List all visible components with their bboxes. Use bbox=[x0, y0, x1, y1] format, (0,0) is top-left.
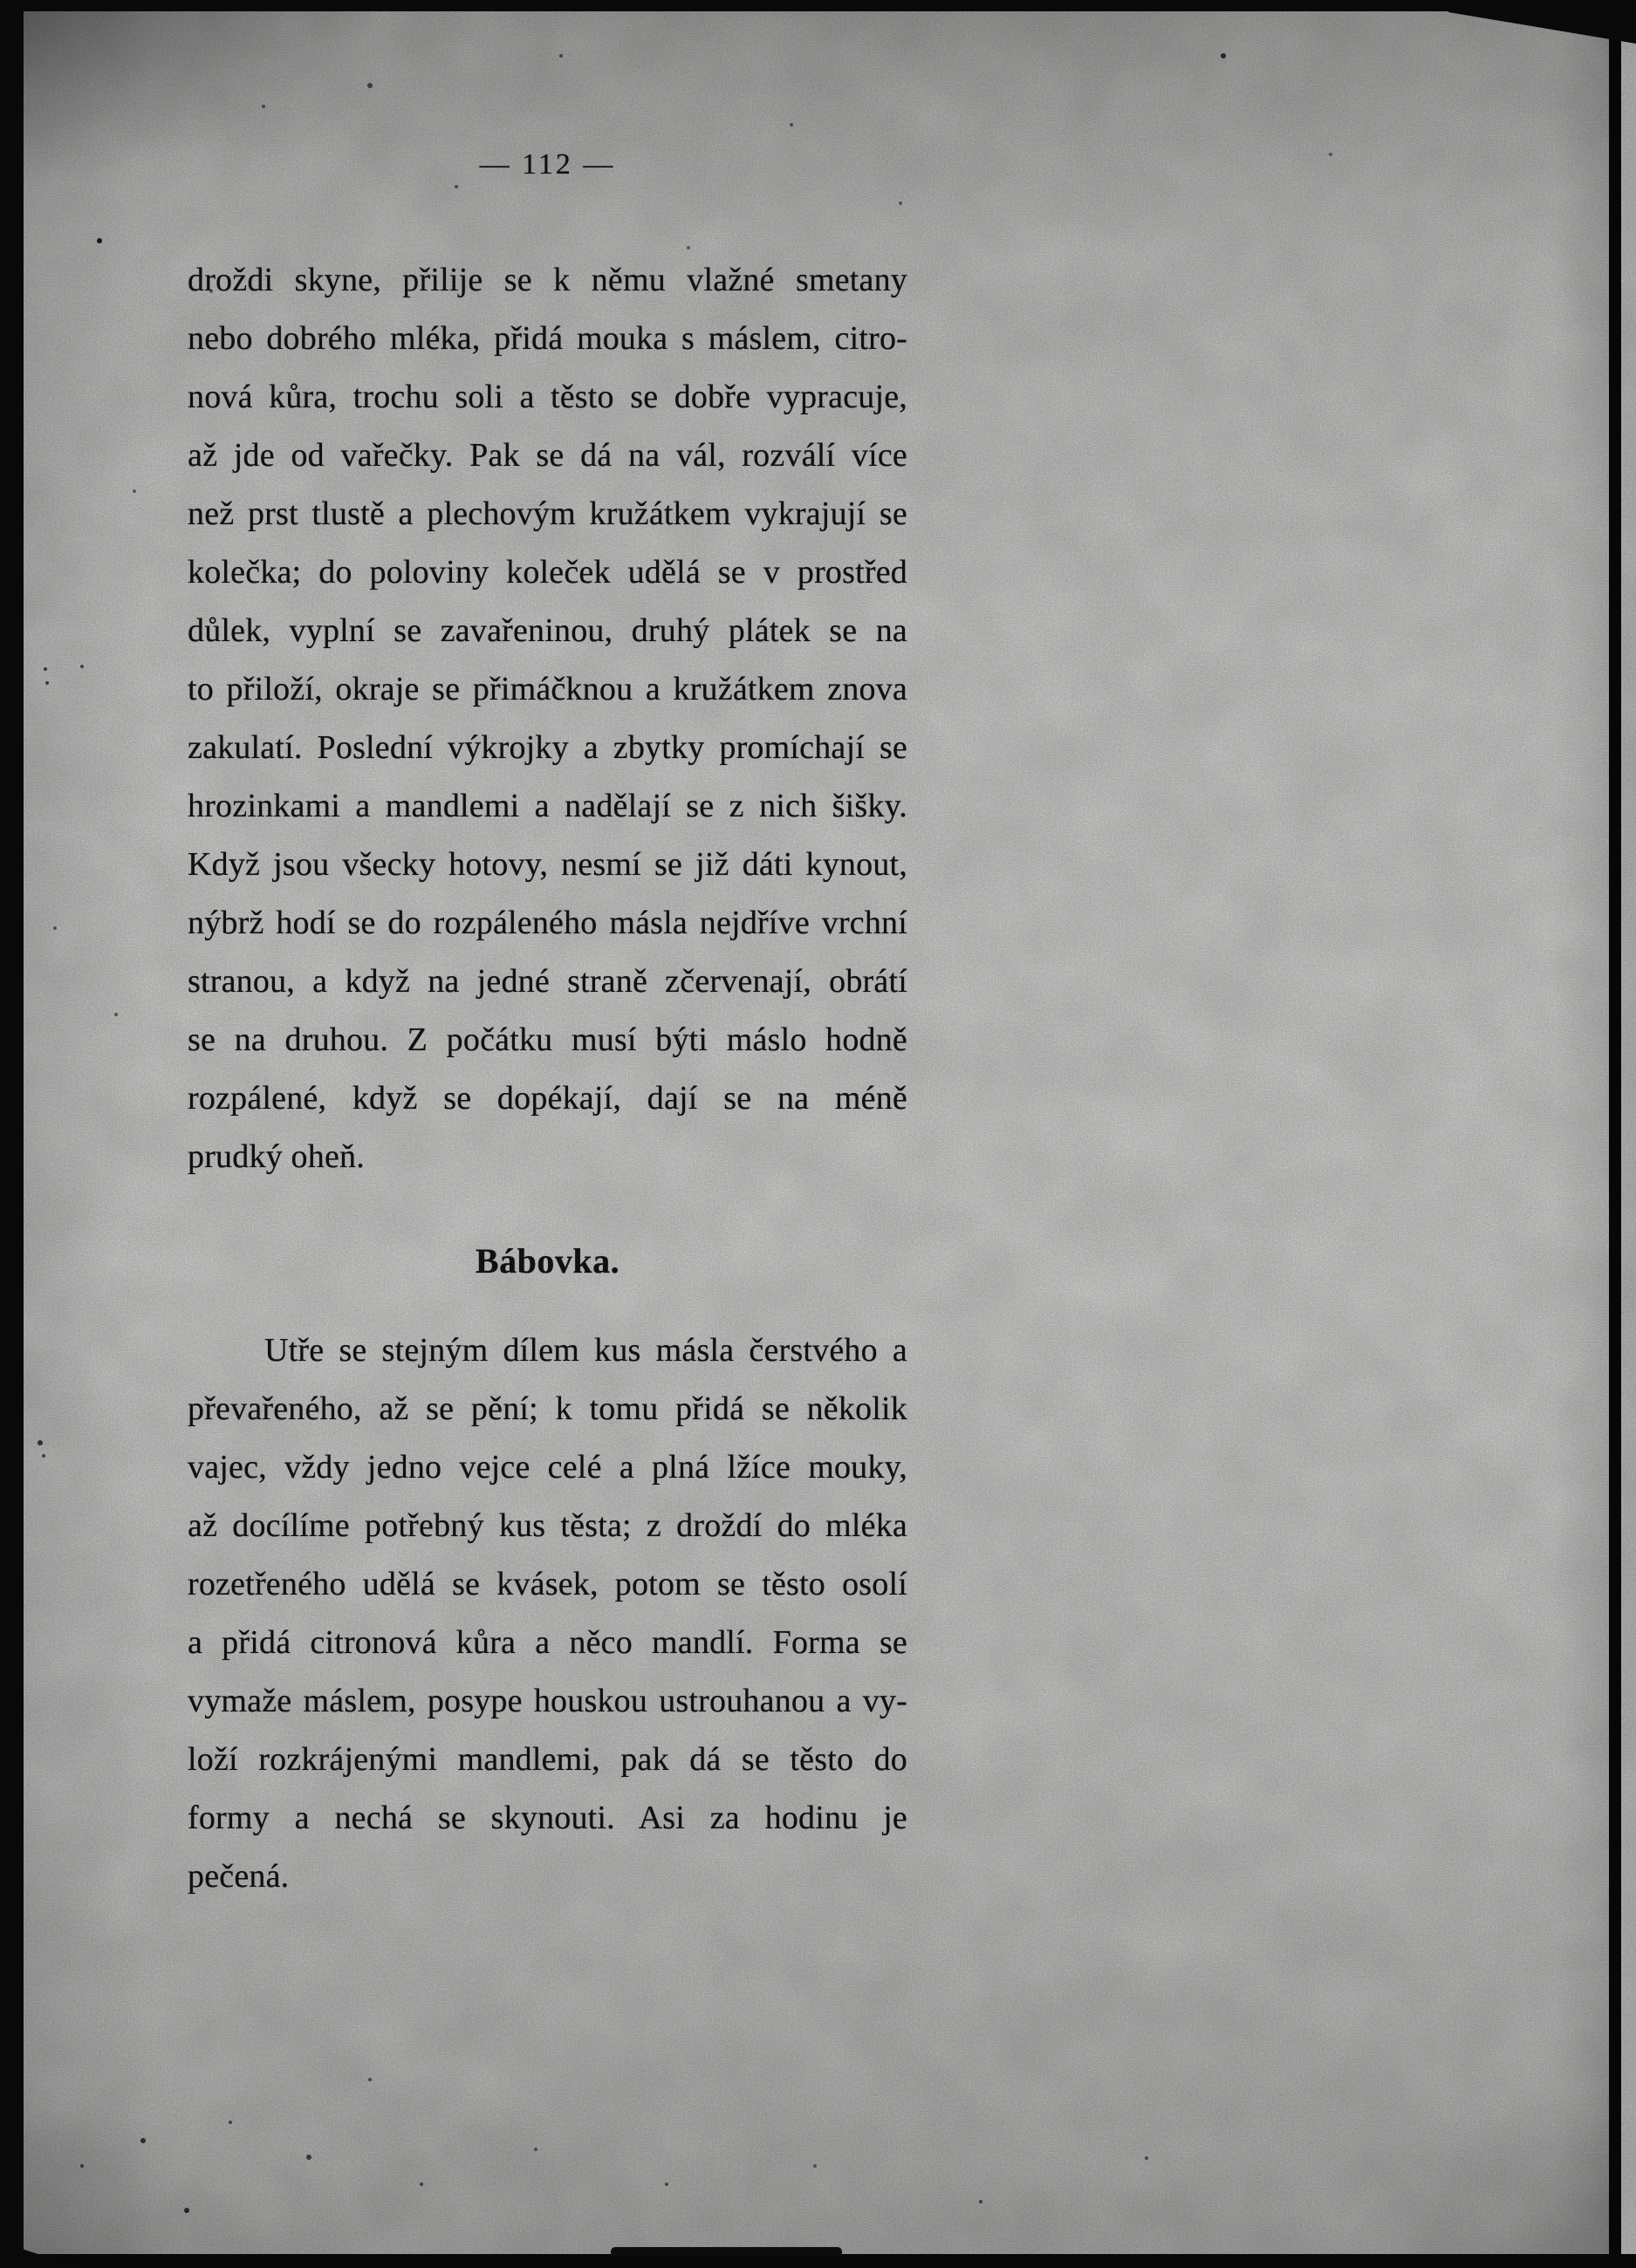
text-line: nebo dobrého mléka, přidá mouka s máslem, citro- bbox=[188, 320, 907, 357]
text-line: zakulatí. Poslední výkrojky a zbytky promíchají se bbox=[188, 729, 907, 766]
text-line: důlek, vyplní se zavařeninou, druhý plátek se na bbox=[188, 612, 907, 649]
text-line: až docílíme potřebný kus těsta; z droždí do mléka bbox=[188, 1507, 907, 1544]
text-line: až jde od vařečky. Pak se dá na vál, rozválí více bbox=[188, 437, 907, 474]
text-line: to přiloží, okraje se přimáčknou a kružátkem znova bbox=[188, 671, 907, 707]
text-line: rozetřeného udělá se kvásek, potom se těsto osolí bbox=[188, 1566, 907, 1602]
text-line: formy a nechá se skynouti. Asi za hodinu je bbox=[188, 1800, 907, 1836]
text-line: droždi skyne, přilije se k němu vlažné smetany bbox=[188, 262, 907, 298]
text-line: vymaže máslem, posype houskou ustrouhanou a vy- bbox=[188, 1683, 907, 1719]
recipe-heading: Bábovka. bbox=[475, 1241, 620, 1281]
text-line: Když jsou všecky hotovy, nesmí se již dáti kynout, bbox=[188, 846, 907, 883]
text-line: hrozinkami a mandlemi a nadělají se z nich šišky. bbox=[188, 788, 907, 824]
scan-artifact-bottom bbox=[611, 2247, 842, 2257]
text-line: než prst tlustě a plechovým kružátkem vykrajují se bbox=[188, 495, 907, 532]
scan-border-left bbox=[0, 0, 24, 2268]
page-number: — 112 — bbox=[479, 148, 616, 181]
scan-border-top bbox=[0, 0, 1636, 11]
text-line: Utře se stejným dílem kus másla čerstvého a bbox=[264, 1332, 907, 1369]
next-page-edge bbox=[1621, 0, 1636, 2268]
paragraph-continuation bbox=[188, 251, 907, 1186]
text-line: rozpálené, když se dopékají, dají se na méně bbox=[188, 1080, 907, 1117]
text-line: prudký oheň. bbox=[188, 1138, 365, 1175]
text-line: kolečka; do poloviny koleček udělá se v prostřed bbox=[188, 554, 907, 591]
text-line: nová kůra, trochu soli a těsto se dobře vypracuje, bbox=[188, 379, 907, 415]
text-line: se na druhou. Z počátku musí býti máslo hodně bbox=[188, 1021, 907, 1058]
text-line: převařeného, až se pění; k tomu přidá se několik bbox=[188, 1390, 907, 1427]
text-line: pečená. bbox=[188, 1858, 290, 1895]
text-line: nýbrž hodí se do rozpáleného másla nejdříve vrchní bbox=[188, 905, 907, 941]
text-line: loží rozkrájenými mandlemi, pak dá se těsto do bbox=[188, 1741, 907, 1778]
page-gutter-line bbox=[1609, 0, 1621, 2268]
recipe-paragraph bbox=[188, 1322, 907, 1906]
text-line: vajec, vždy jedno vejce celé a plná lžíce mouky, bbox=[188, 1449, 907, 1486]
scan-corner-top-right bbox=[1448, 0, 1636, 44]
text-line: stranou, a když na jedné straně zčervenají, obrátí bbox=[188, 963, 907, 1000]
text-line: a přidá citronová kůra a něco mandlí. Forma se bbox=[188, 1624, 907, 1661]
